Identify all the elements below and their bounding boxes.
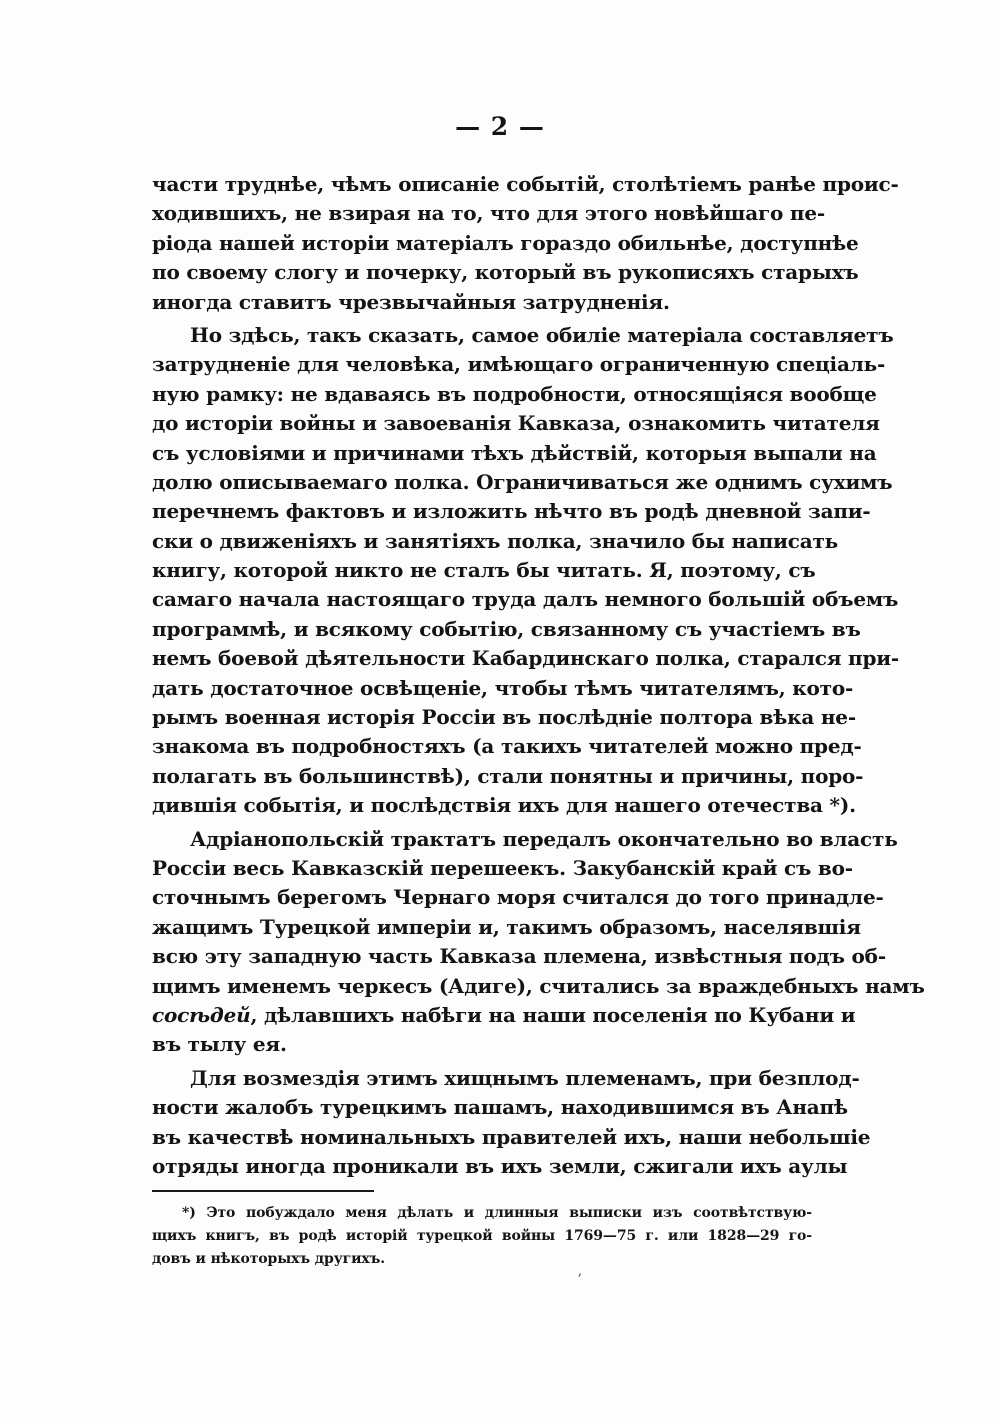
text-line-rest: , дѣлавшихъ набѣги на наши поселенія по Кубани и xyxy=(250,1002,856,1027)
italic-word: сосѣдей xyxy=(152,1002,251,1027)
text-line: Россіи весь Кавказскій перешеекъ. Закубанскій край съ во- xyxy=(152,855,853,880)
stray-mark: ʼ xyxy=(577,1272,582,1288)
footnote-line: щихъ книгъ, въ родѣ исторій турецкой войны 1769—75 г. или 1828—29 го- xyxy=(152,1227,812,1244)
text-line: части труднѣе, чѣмъ описаніе событій, столѣтіемъ ранѣе проис- xyxy=(152,172,899,196)
text-line: дать достаточное освѣщеніе, чтобы тѣмъ читателямъ, кото- xyxy=(152,675,854,700)
text-line: Для возмездія этимъ хищнымъ племенамъ, при безплод- xyxy=(190,1065,860,1090)
paragraph-4 xyxy=(152,1064,871,1182)
text-line: въ качествѣ номинальныхъ правителей ихъ, наши небольшіе xyxy=(152,1124,871,1149)
text-line: ходившихъ, не взирая на то, что для этого новѣйшаго пе- xyxy=(152,201,825,226)
text-line: затрудненіе для человѣка, имѣющаго ограниченную спеціаль- xyxy=(152,352,886,377)
page-number: — 2 — xyxy=(455,112,545,141)
text-line: иногда ставитъ чрезвычайныя затрудненія. xyxy=(152,289,670,314)
text-line: Но здѣсь, такъ сказать, самое обиліе матеріала составляетъ xyxy=(190,322,894,347)
text-line: съ условіями и причинами тѣхъ дѣйствій, которыя выпали на xyxy=(152,440,877,465)
footnote-line: довъ и нѣкоторыхъ другихъ. xyxy=(152,1250,386,1267)
text-line: самаго начала настоящаго труда далъ немного большій объемъ xyxy=(152,587,899,612)
text-line: ски о движеніяхъ и занятіяхъ полка, значило бы написать xyxy=(152,528,839,553)
text-line: въ тылу ея. xyxy=(152,1032,287,1057)
footnote-divider xyxy=(152,1190,374,1192)
text-line: ную рамку: не вдаваясь въ подробности, относящіяся вообще xyxy=(152,381,877,406)
text-line: сточнымъ берегомъ Чернаго моря считался до того принадле- xyxy=(152,885,884,910)
text-line: по своему слогу и почерку, который въ рукописяхъ старыхъ xyxy=(152,260,859,285)
text-line: ности жалобъ турецкимъ пашамъ, находившимся въ Анапѣ xyxy=(152,1095,848,1120)
paragraph-2 xyxy=(152,321,900,821)
footnote-line: *) Это побуждало меня дѣлать и длинныя выписки изъ соотвѣтствую- xyxy=(182,1205,812,1221)
text-line: знакома въ подробностяхъ (а такихъ читателей можно пред- xyxy=(152,734,862,759)
text-line-with-italic xyxy=(152,1001,856,1030)
text-line: отряды иногда проникали въ ихъ земли, сжигали ихъ аулы xyxy=(152,1153,848,1178)
text-line: щимъ именемъ черкесъ (Адиге), считались за враждебныхъ намъ xyxy=(152,973,925,998)
paragraph-1 xyxy=(152,170,899,317)
text-line: долю описываемаго полка. Ограничиваться же однимъ сухимъ xyxy=(152,469,893,494)
text-line: книгу, которой никто не сталъ бы читать. Я, поэтому, съ xyxy=(152,558,816,583)
text-line: ріода нашей исторіи матеріалъ гораздо обильнѣе, доступнѣе xyxy=(152,230,859,255)
text-line: немъ боевой дѣятельности Кабардинскаго полка, старался при- xyxy=(152,646,900,671)
main-text xyxy=(152,170,925,1181)
text-line: полагать въ большинствѣ), стали понятны и причины, поро- xyxy=(152,763,864,788)
text-line: перечнемъ фактовъ и изложить нѣчто въ родѣ дневной запи- xyxy=(152,499,871,524)
text-line: дившія событія, и послѣдствія ихъ для нашего отечества *). xyxy=(152,793,856,818)
text-line: до исторіи войны и завоеванія Кавказа, ознакомить читателя xyxy=(152,411,880,436)
text-line: Адріанопольскій трактатъ передалъ окончательно во власть xyxy=(190,826,898,851)
text-line: всю эту западную часть Кавказа племена, извѣстныя подъ об- xyxy=(152,944,886,969)
text-line: рымъ военная исторія Россіи въ послѣдніе полтора вѣка не- xyxy=(152,705,856,730)
footnote xyxy=(152,1202,812,1270)
text-line: жащимъ Турецкой имперіи и, такимъ образомъ, населявшія xyxy=(152,914,861,939)
paragraph-3 xyxy=(152,825,925,1060)
text-line: программѣ, и всякому событію, связанному съ участіемъ въ xyxy=(152,616,861,641)
